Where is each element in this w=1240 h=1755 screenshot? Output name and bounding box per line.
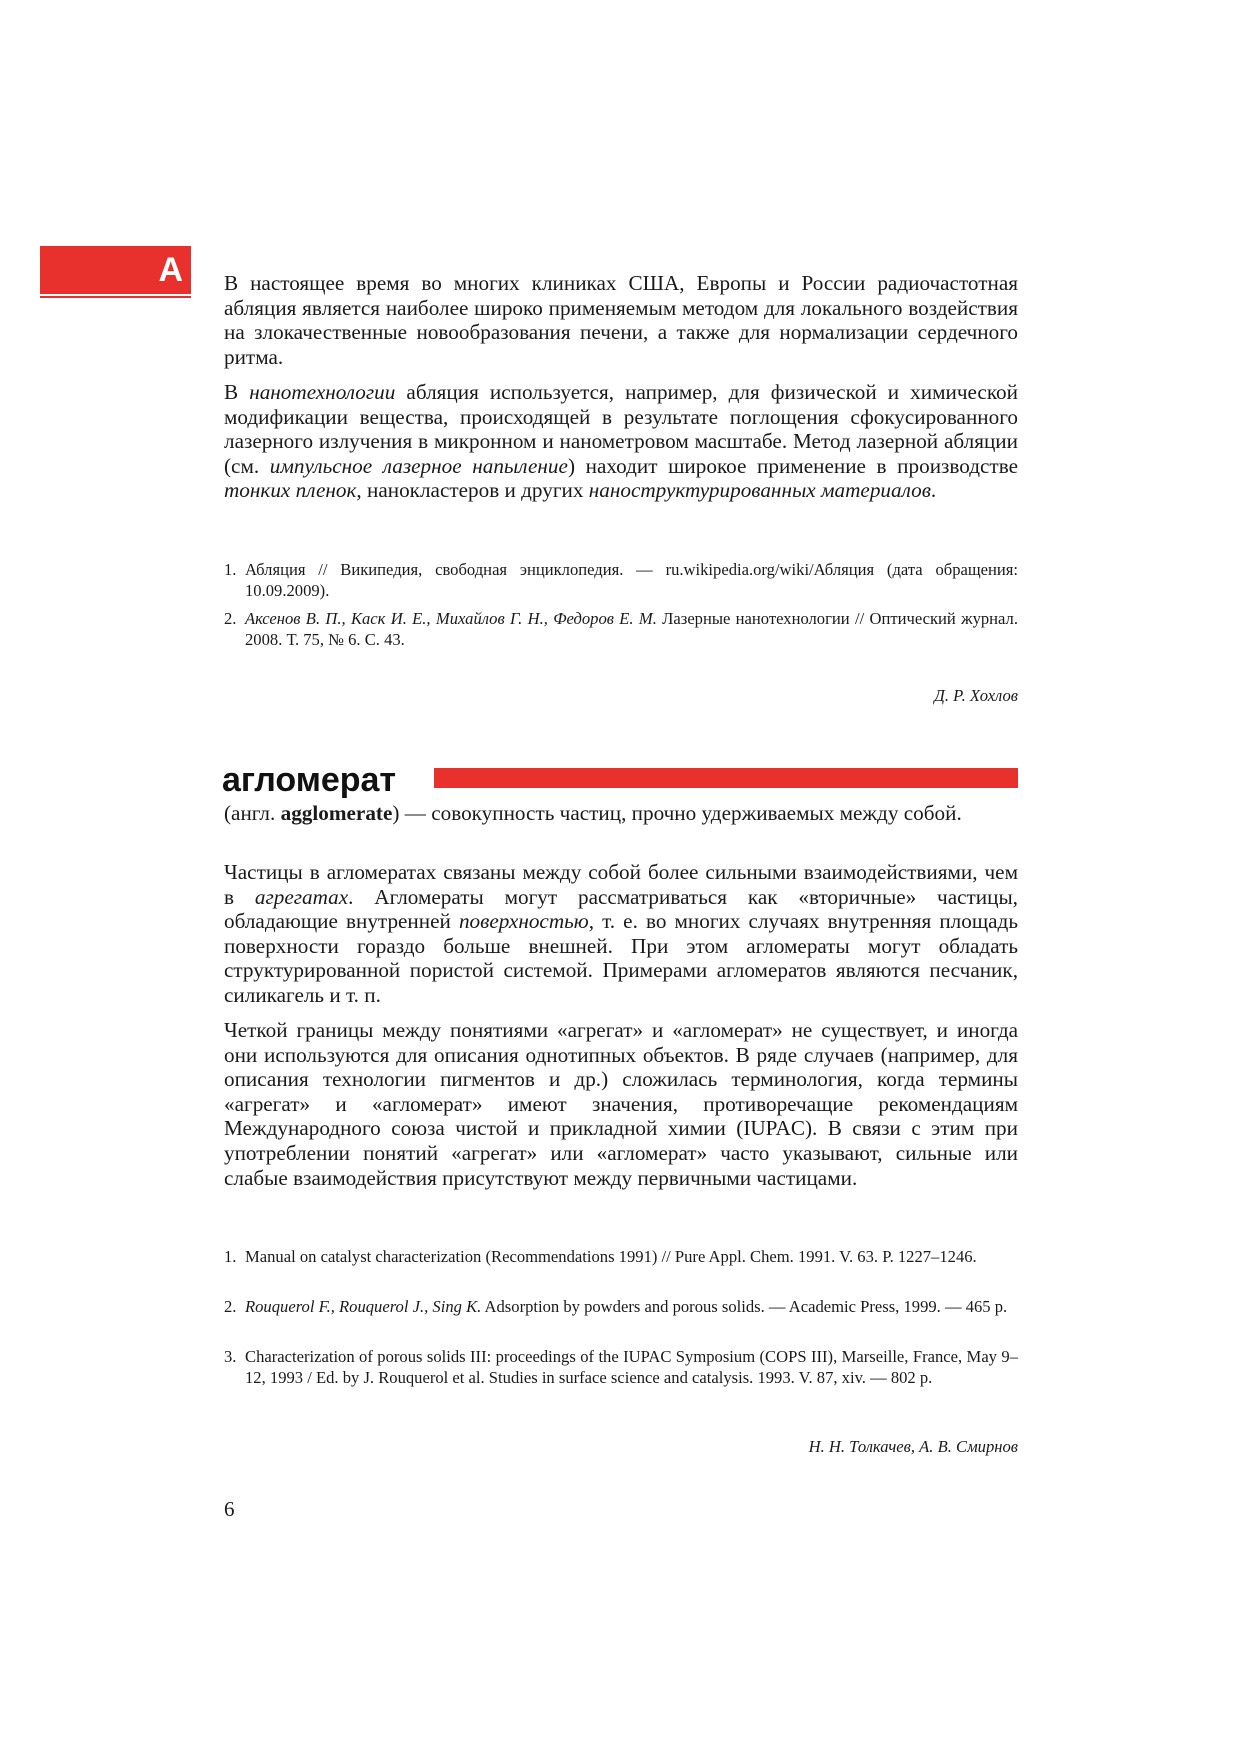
section-letter-tab: [40, 246, 191, 294]
entry-reference-3: 3. Characterization of porous solids III: proceedings of the IUPAC Symposium (COPS III), Marseille, France, May 9–12, 1993 / Ed. by J. Rouquerol et al. Studies in surface science and catalysis. 1993. V. 87, xiv. — 802 p.: [224, 1347, 1018, 1387]
previous-entry-reference-1: 1. Абляция // Википедия, свободная энциклопедия. — ru.wikipedia.org/wiki/Абляция (дата обращения: 10.09.2009).: [224, 560, 1018, 600]
page-number: 6: [224, 1497, 235, 1521]
previous-entry-author: Д. Р. Хохлов: [934, 686, 1018, 705]
previous-entry-paragraph-1: В настоящее время во многих клиниках США, Европы и России радиочастотная абляция является наиболее широко применяемым методом для локального воздействия на злокачественные новообразования печени, а также для нормализации сердечного ритма.: [224, 271, 1018, 369]
previous-entry-paragraph-2: В нанотехнологии абляция используется, например, для физической и химической модификации вещества, происходящей в результате поглощения сфокусированного лазерного излучения в микронном и нанометровом масштабе. Метод лазерной абляции (см. импульсное лазерное напыление) находит широкое применение в производстве тонких пленок, нанокластеров и других наноструктурированных материалов.: [224, 380, 1018, 503]
entry-author: Н. Н. Толкачев, А. В. Смирнов: [808, 1437, 1018, 1456]
section-letter-rule: [40, 296, 191, 298]
term-definition: (англ. agglomerate) — совокупность частиц, прочно удерживаемых между собой.: [224, 801, 962, 825]
term-heading: агломерат: [222, 761, 397, 799]
entry-paragraph-2: Четкой границы между понятиями «агрегат» и «агломерат» не существует, и иногда они используются для описания однотипных объектов. В ряде случаев (например, для описания технологии пигментов и др.) сложилась терминология, когда термины «агрегат» и «агломерат» имеют значения, противоречащие рекомендациям Международного союза чистой и прикладной химии (IUPAC). В связи с этим при употреблении понятий «агрегат» или «агломерат» часто указывают, сильные или слабые взаимодействия присутствуют между первичными частицами.: [224, 1018, 1018, 1190]
entry-paragraph-1: Частицы в агломератах связаны между собой более сильными взаимодействиями, чем в агрегатах. Агломераты могут рассматриваться как «вторичные» частицы, обладающие внутренней поверхностью, т. е. во многих случаях внутренняя площадь поверхности гораздо больше внешней. При этом агломераты могут обладать структурированной пористой системой. Примерами агломератов являются песчаник, силикагель и т. п.: [224, 860, 1018, 1007]
entry-reference-2: 2. Rouquerol F., Rouquerol J., Sing K. Adsorption by powders and porous solids. — Academic Press, 1999. — 465 p.: [224, 1297, 1008, 1316]
previous-entry-reference-2: 2. Аксенов В. П., Каск И. Е., Михайлов Г. Н., Федоров Е. М. Лазерные нанотехнологии // Оптический журнал. 2008. Т. 75, № 6. С. 43.: [224, 609, 1018, 649]
term-heading-bar: [434, 768, 1018, 788]
entry-reference-1: 1. Manual on catalyst characterization (Recommendations 1991) // Pure Appl. Chem. 1991. V. 63. P. 1227–1246.: [224, 1247, 977, 1266]
section-letter: А: [158, 251, 183, 289]
